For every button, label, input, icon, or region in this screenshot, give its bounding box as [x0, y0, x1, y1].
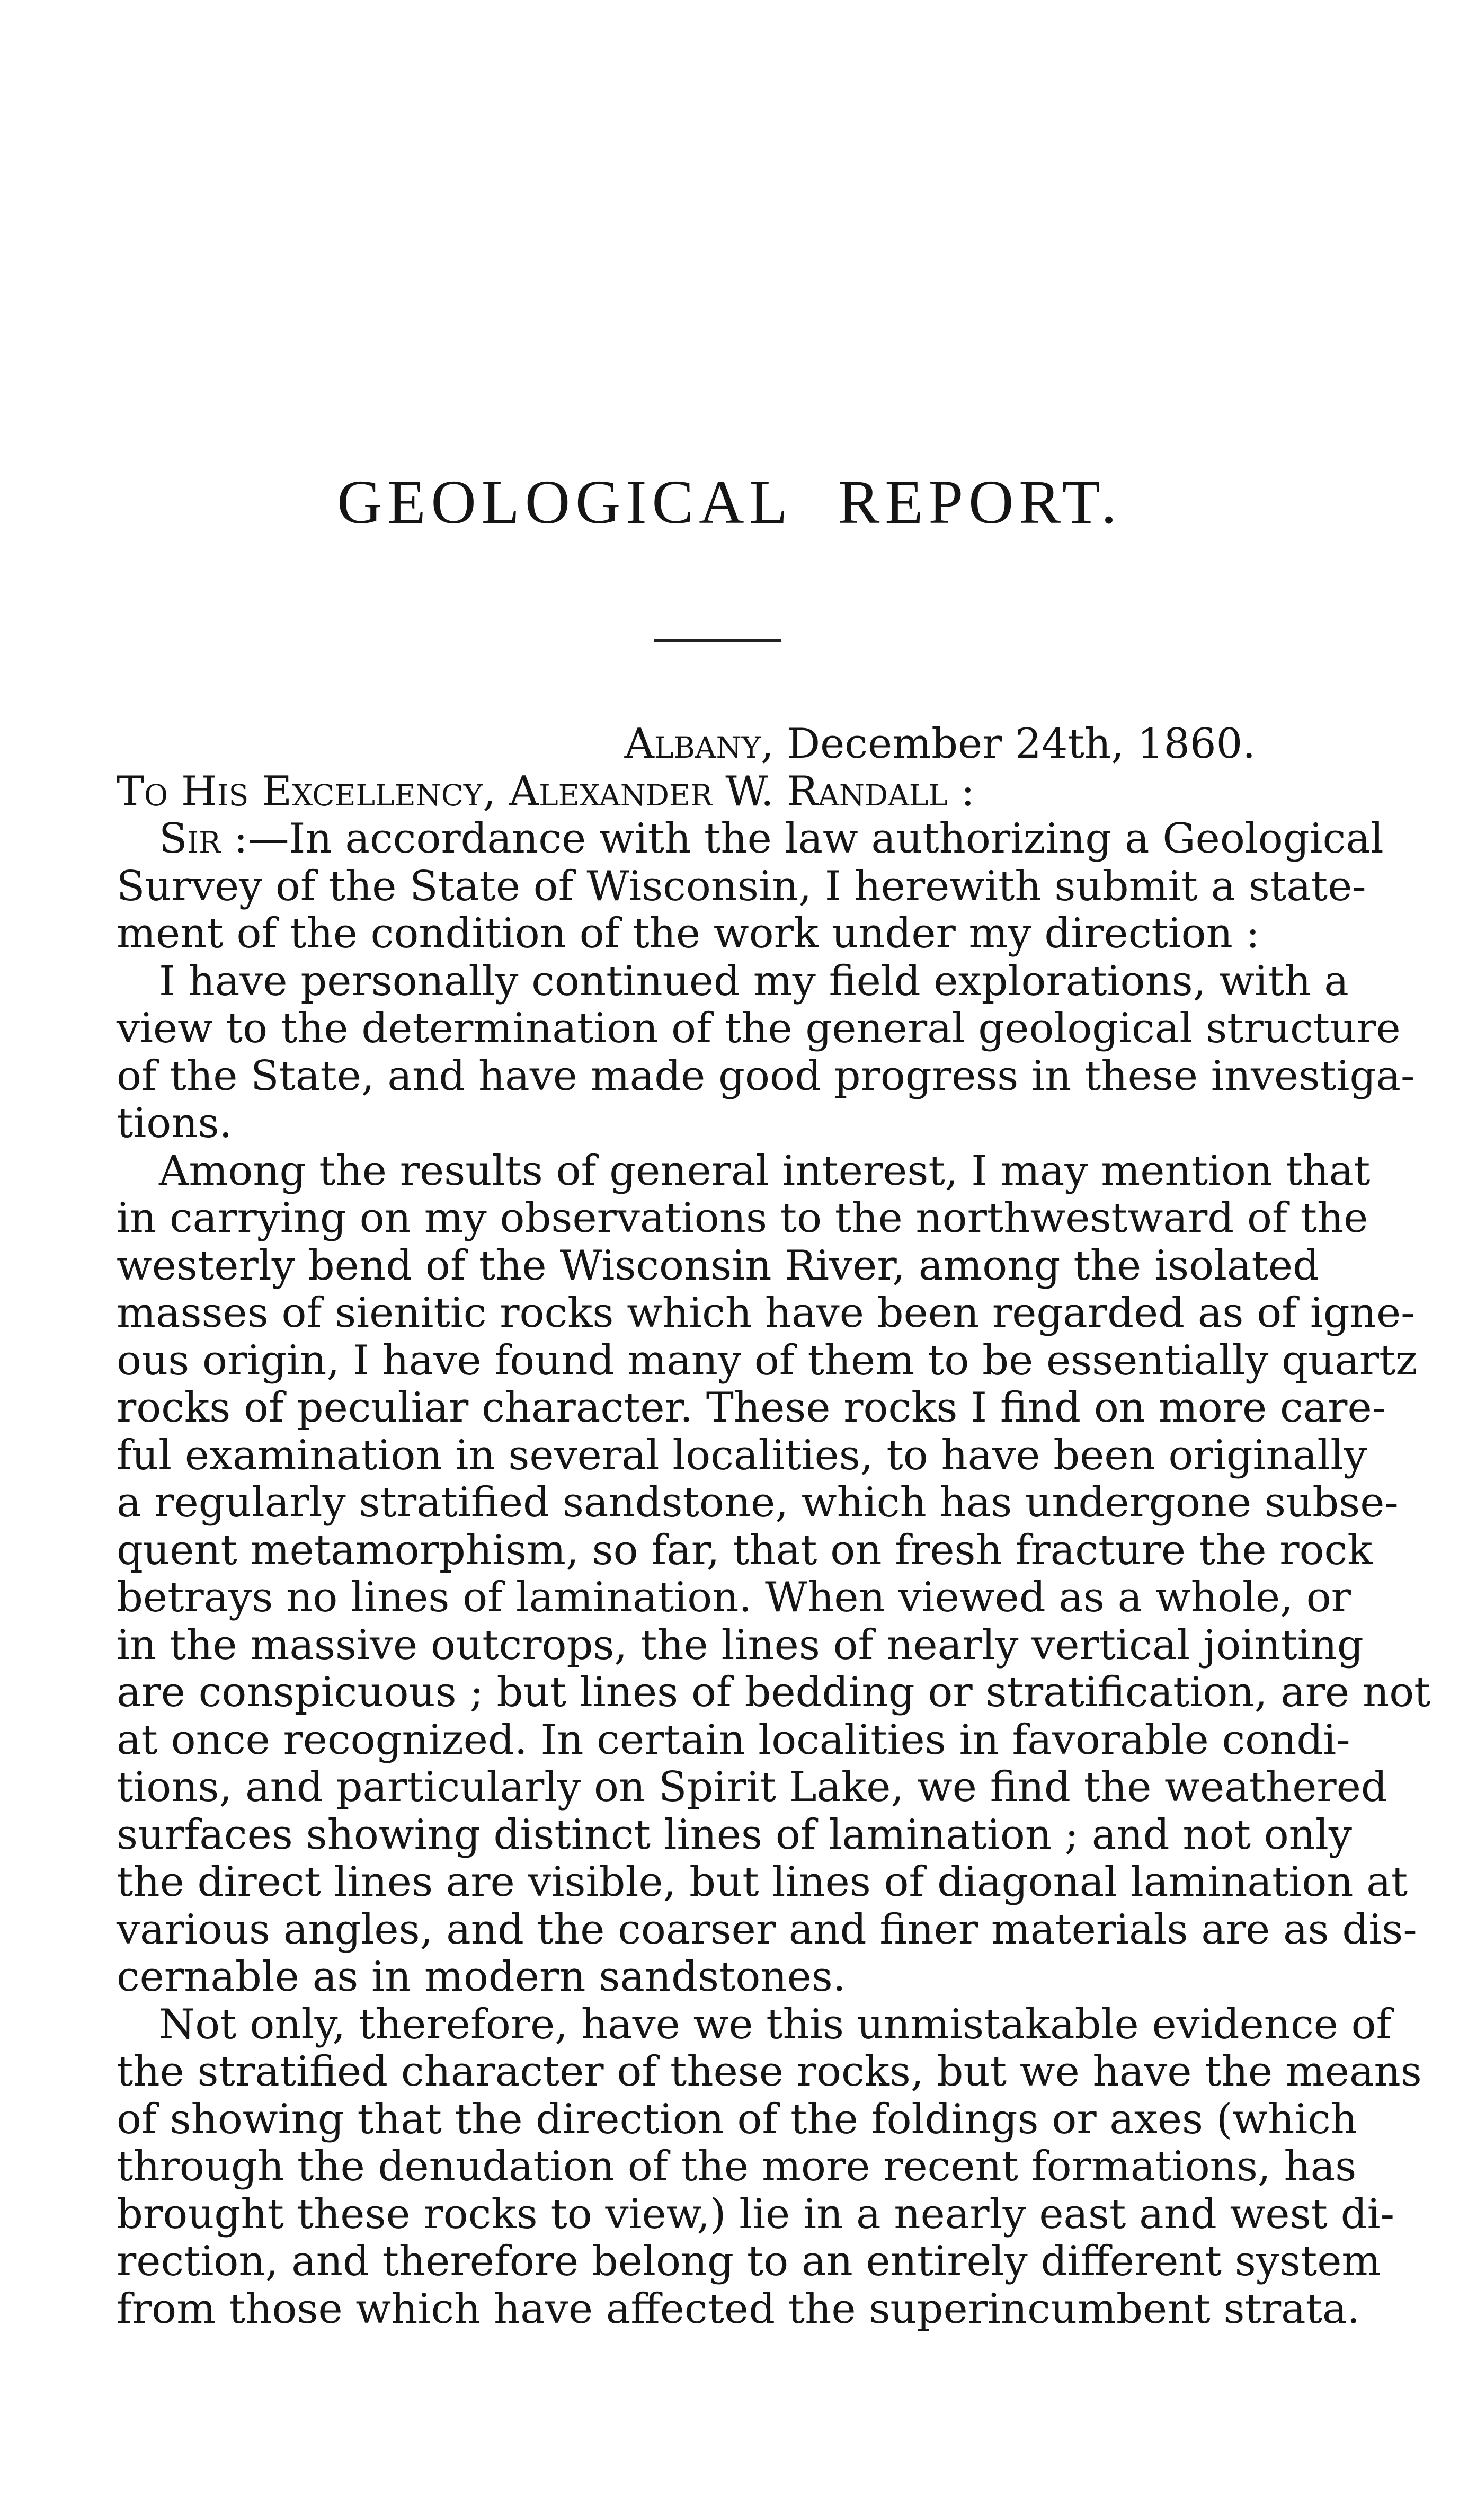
sir-lead: Sir : — [159, 815, 248, 863]
text-line: I have personally continued my field explorations, with a — [159, 957, 1349, 1005]
text-line: the stratified character of these rocks, but we have the means — [117, 2048, 1422, 2096]
report-title: GEOLOGICAL REPORT. — [337, 467, 1122, 537]
line-text: —In accordance with the law authorizing a Geological — [247, 815, 1384, 863]
text-line: brought these rocks to view,) lie in a nearly east and west di- — [117, 2190, 1394, 2238]
text-line: quent metamorphism, so far, that on fresh fracture the rock — [117, 1526, 1373, 1574]
text-line: ful examination in several localities, to have been originally — [117, 1431, 1367, 1479]
text-line: tions, and particularly on Spirit Lake, we find the weathered — [117, 1763, 1387, 1811]
text-line: of the State, and have made good progress in these investiga- — [117, 1052, 1415, 1100]
text-line: the direct lines are visible, but lines of diagonal lamination at — [117, 1858, 1408, 1906]
text-line: Not only, therefore, have we this unmistakable evidence of — [159, 2000, 1392, 2048]
text-line: cernable as in modern sandstones. — [117, 1953, 846, 2001]
letter-body — [117, 720, 1431, 2333]
dateline — [117, 721, 1319, 768]
text-line: ment of the condition of the work under my direction : — [117, 910, 1260, 957]
text-line: ous origin, I have found many of them to be essentially quartz — [117, 1336, 1418, 1385]
text-line: in the massive outcrops, the lines of nearly vertical jointing — [117, 1621, 1364, 1669]
text-line: at once recognized. In certain localities in favorable condi- — [117, 1716, 1350, 1764]
dateline-date: December 24th, 1860. — [787, 720, 1256, 768]
text-line: tions. — [117, 1099, 233, 1147]
salutation-name: Alexander W. Randall : — [509, 767, 975, 815]
text-line: of showing that the direction of the foldings or axes (which — [117, 2095, 1358, 2143]
text-line: rocks of peculiar character. These rocks I find on more care- — [117, 1384, 1386, 1432]
dateline-place: Albany, — [624, 720, 774, 768]
text-line: are conspicuous ; but lines of bedding or stratification, are not — [117, 1669, 1431, 1716]
salutation — [117, 768, 1319, 816]
text-line: rection, and therefore belong to an entirely different system — [117, 2238, 1381, 2285]
text-line — [117, 815, 1384, 863]
text-line: Among the results of general interest, I may mention that — [159, 1147, 1371, 1195]
text-line: betrays no lines of lamination. When viewed as a whole, or — [117, 1574, 1351, 1621]
text-line: through the denudation of the more recent formations, has — [117, 2143, 1357, 2190]
text-line: westerly bend of the Wisconsin River, among the isolated — [117, 1241, 1319, 1290]
title-divider — [654, 639, 781, 642]
text-line: view to the determination of the general geological structure — [117, 1005, 1401, 1052]
salutation-to: To His Excellency, — [117, 767, 496, 815]
text-line: a regularly stratified sandstone, which has undergone subse- — [117, 1479, 1399, 1527]
text-line: Survey of the State of Wisconsin, I herewith submit a state- — [117, 862, 1366, 910]
text-line: from those which have affected the superincumbent strata. — [117, 2285, 1360, 2333]
text-line: surfaces showing distinct lines of lamination ; and not only — [117, 1811, 1352, 1859]
text-line: various angles, and the coarser and finer materials are as dis- — [117, 1905, 1417, 1954]
text-line: in carrying on my observations to the northwestward of the — [117, 1194, 1368, 1242]
text-line: masses of sienitic rocks which have been regarded as of igne- — [117, 1289, 1415, 1337]
